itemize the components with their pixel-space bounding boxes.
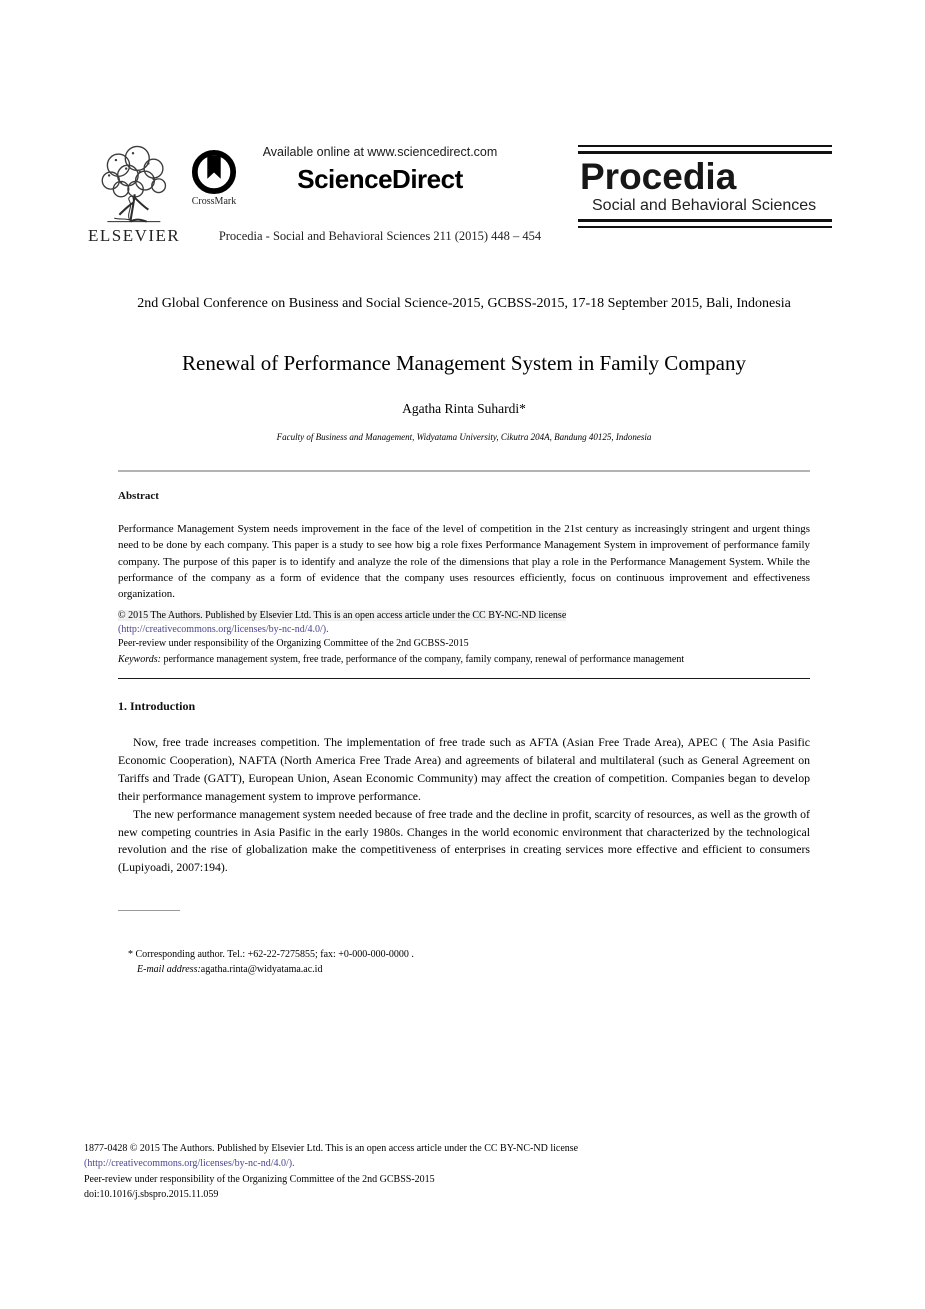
paper-title: Renewal of Performance Management System in Family Company	[182, 351, 746, 375]
license-link[interactable]: (http://creativecommons.org/licenses/by-nc-nd/4.0/).	[118, 624, 329, 635]
intro-paragraph-1: Now, free trade increases competition. The implementation of free trade such as AFTA (Asian Free Trade Area), APEC ( The Asia Pasific Economic Cooperation), NAFTA (North America Free Trade Area) and agreements of bilateral and multilateral (such as General Agreement on Tariffs and Trade (GATT), European Union, Asean Economic Community) may affect the creation of competition. Companies began to develop their performance management system to improve performance.	[118, 735, 810, 803]
author-affiliation: Faculty of Business and Management, Widyatama University, Cikutra 204A, Bandung 40125, Indonesia	[276, 432, 652, 442]
peer-review-line: Peer-review under responsibility of the Organizing Committee of the 2nd GCBSS-2015	[118, 638, 469, 649]
footer-peer-review-line: Peer-review under responsibility of the Organizing Committee of the 2nd GCBSS-2015	[84, 1173, 435, 1185]
keywords-label: Keywords:	[118, 654, 161, 665]
email-label: E-mail address:	[137, 963, 201, 975]
copyright-block	[118, 609, 810, 667]
sciencedirect-logo[interactable]: ScienceDirect	[297, 164, 463, 194]
journal-citation: Procedia - Social and Behavioral Sciences 211 (2015) 448 – 454	[218, 229, 542, 243]
email-address: agatha.rinta@widyatama.ac.id	[200, 963, 323, 975]
keywords-text: performance management system, free trade, performance of the company, family company, renewal of performance management	[160, 654, 685, 665]
available-online-text: Available online at www.sciencedirect.com	[262, 145, 498, 159]
abstract-text: Performance Management System needs improvement in the face of the level of competition in the 21st century as increasingly stringent and urgent things need to be done by each company. This paper is a study to see how big a role fixes Performance Management System in improvement of performance family company. The purpose of this paper is to identify and analyze the role of the dimensions that play a role in the Performance Management System. While the performance of the company as a form of evidence that the company uses resources efficiently, focus on continuous improvement and effectiveness organization.	[118, 523, 810, 601]
procedia-logo	[578, 145, 832, 228]
introduction-heading: 1. Introduction	[118, 699, 196, 713]
divider-above-abstract	[118, 470, 810, 472]
procedia-top-rule	[578, 145, 832, 154]
footnote-separator	[118, 910, 180, 911]
procedia-bottom-rule	[578, 219, 832, 228]
footer-license-link[interactable]: (http://creativecommons.org/licenses/by-nc-nd/4.0/).	[84, 1158, 295, 1170]
doi-line: doi:10.1016/j.sbspro.2015.11.059	[84, 1188, 219, 1200]
corresponding-author-line: * Corresponding author. Tel.: +62-22-7275855; fax: +0-000-000-0000 .	[128, 949, 414, 960]
crossmark-label: CrossMark	[191, 196, 237, 207]
crossmark-logo[interactable]	[188, 149, 240, 207]
copyright-line: © 2015 The Authors. Published by Elsevier Ltd. This is an open access article under the CC BY-NC-ND license	[118, 610, 567, 621]
footnote-block	[128, 948, 688, 977]
page-footer	[84, 1141, 804, 1202]
issn-copyright-line: 1877-0428 © 2015 The Authors. Published by Elsevier Ltd. This is an open access article under the CC BY-NC-ND license	[84, 1143, 579, 1154]
email-line	[137, 963, 688, 978]
procedia-subtitle: Social and Behavioral Sciences	[592, 197, 817, 214]
elsevier-tree-icon	[90, 143, 176, 225]
license-link-line	[118, 623, 810, 637]
abstract-heading: Abstract	[118, 490, 159, 502]
author-name: Agatha Rinta Suhardi*	[402, 401, 526, 416]
procedia-title: Procedia	[580, 156, 737, 197]
divider-above-introduction	[118, 678, 810, 679]
intro-paragraph-2: The new performance management system needed because of free trade and the decline in profit, scarcity of resources, as well as the growth of new competing countries in Asia Pasific in the early 1980s. Changes in the world economic environment that characterized by the technological revolution and the rise of globalization make the competitiveness of enterprises in creating services more effective and efficient to consumers (Lupiyoadi, 2007:194).	[118, 806, 810, 875]
keywords-line	[118, 653, 810, 667]
footer-license-line	[84, 1156, 804, 1171]
introduction-body	[118, 734, 810, 877]
crossmark-icon	[191, 149, 237, 195]
conference-heading: 2nd Global Conference on Business and Social Science-2015, GCBSS-2015, 17-18 September 2015, Bali, Indonesia	[137, 296, 791, 311]
elsevier-wordmark: ELSEVIER	[88, 226, 181, 245]
